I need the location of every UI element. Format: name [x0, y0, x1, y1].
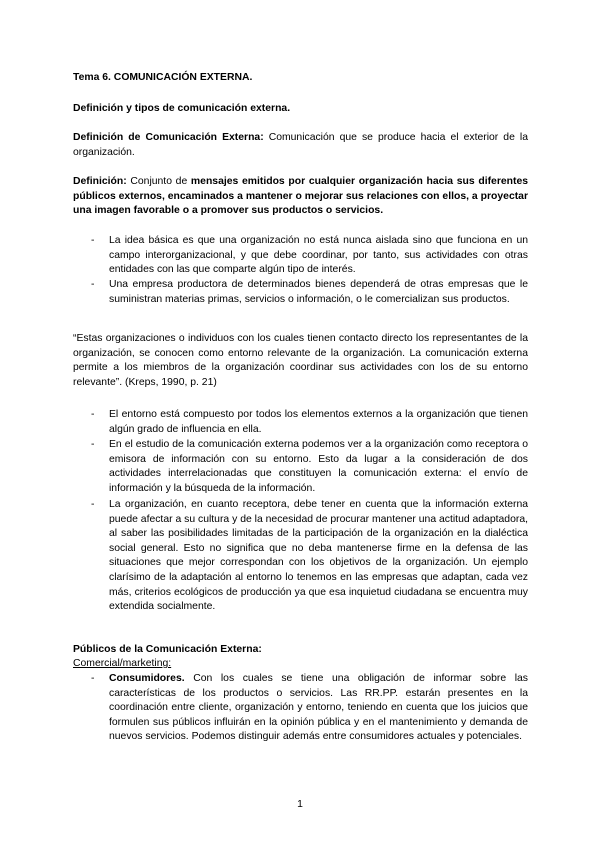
quote-paragraph: “Estas organizaciones o individuos con los cuales tienen contacto directo los representantes de la organización, se conocen como entorno relevante de la organización. La comunicación externa permite a los miembros de la organización coordinar sus actividades con los de su entorno relevante”. (Kreps, 1990, p. 21) [73, 333, 528, 388]
list-item-text: En el estudio de la comunicación externa podemos ver a la organización como receptora o emisora de información con su entorno. Esto da lugar a la consideración de dos actividades interrelacionadas que constituyen la comunicación externa: el envío de información y la búsqueda de la información. [109, 439, 528, 494]
consumidores-text: Con los cuales se tiene una obligación de informar sobre las características de los productos o servicios. Las RR.PP. estarán presentes en la coordinación entre cliente, organización y entorno, teniendo en cuenta que los juicios que formulen sus públicos influirán en la opinión pública y en el mantenimiento y demanda de nuevos servicios. Podemos distinguir además entre consumidores actuales y potenciales. [109, 673, 528, 743]
bullet-dash: - [91, 235, 95, 246]
publicos-heading: Públicos de la Comunicación Externa: [73, 644, 262, 655]
comercial-heading: Comercial/marketing: [73, 658, 172, 669]
definition-text: Conjunto de [126, 176, 191, 187]
page-number: 1 [297, 799, 303, 810]
definition-emphasis: mensajes emitidos por cualquier organización hacia sus diferentes públicos externos, encaminados a mantener o mejorar sus relaciones con ellos, a proyectar una imagen favorable o a promover sus productos o servicios. [73, 176, 529, 217]
bullet-dash: - [91, 279, 95, 290]
definition-text: Comunicación que se produce hacia el exterior de la organización. [73, 132, 528, 158]
section-subtitle: Definición y tipos de comunicación externa. [73, 103, 291, 114]
bullet-dash: - [91, 499, 95, 510]
list-item [91, 672, 528, 745]
list-item [91, 498, 528, 615]
list-item [91, 234, 528, 278]
consumidores-label: Consumidores. [109, 673, 185, 684]
list-item [91, 408, 528, 437]
list-item-text: El entorno está compuesto por todos los elementos externos a la organización que tienen algún grado de influencia en ella. [109, 409, 528, 435]
list-item [91, 438, 528, 496]
bullet-dash: - [91, 409, 95, 420]
bullet-dash: - [91, 673, 95, 684]
list-item-text: La idea básica es que una organización no está nunca aislada sino que funciona en un campo interorganizacional, y que debe coordinar, por tanto, sus actividades con otras entidades con las que comparte algún tipo de interés. [109, 235, 528, 276]
definition-label: Definición de Comunicación Externa: [73, 132, 264, 143]
definition-paragraph [73, 175, 528, 219]
list-item-text: La organización, en cuanto receptora, debe tener en cuenta que la información externa puede afectar a su cultura y de la necesidad de procurar mantener una actitud adaptadora, al saber las posibilidades limitadas de la participación de la organización en la dialéctica social general. Esto no significa que no deba mantenerse firme en la defensa de las situaciones que mejor correspondan con los objetivos de la organización. Un ejemplo clarísimo de la adaptación al entorno lo tenemos en las empresas que adaptan, cada vez más, criterios ecológicos de producción ya que esa inquietud ciudadana se encuentra muy extendida socialmente. [109, 499, 528, 613]
list-item [91, 278, 528, 307]
bullet-dash: - [91, 439, 95, 450]
definition-label: Definición: [73, 176, 127, 187]
page-title: Tema 6. COMUNICACIÓN EXTERNA. [73, 72, 253, 83]
list-item-text: Una empresa productora de determinados bienes dependerá de otras empresas que le suministran materias primas, servicios o información, o le comercializan sus productos. [109, 279, 528, 305]
definition-external-communication [73, 131, 528, 160]
